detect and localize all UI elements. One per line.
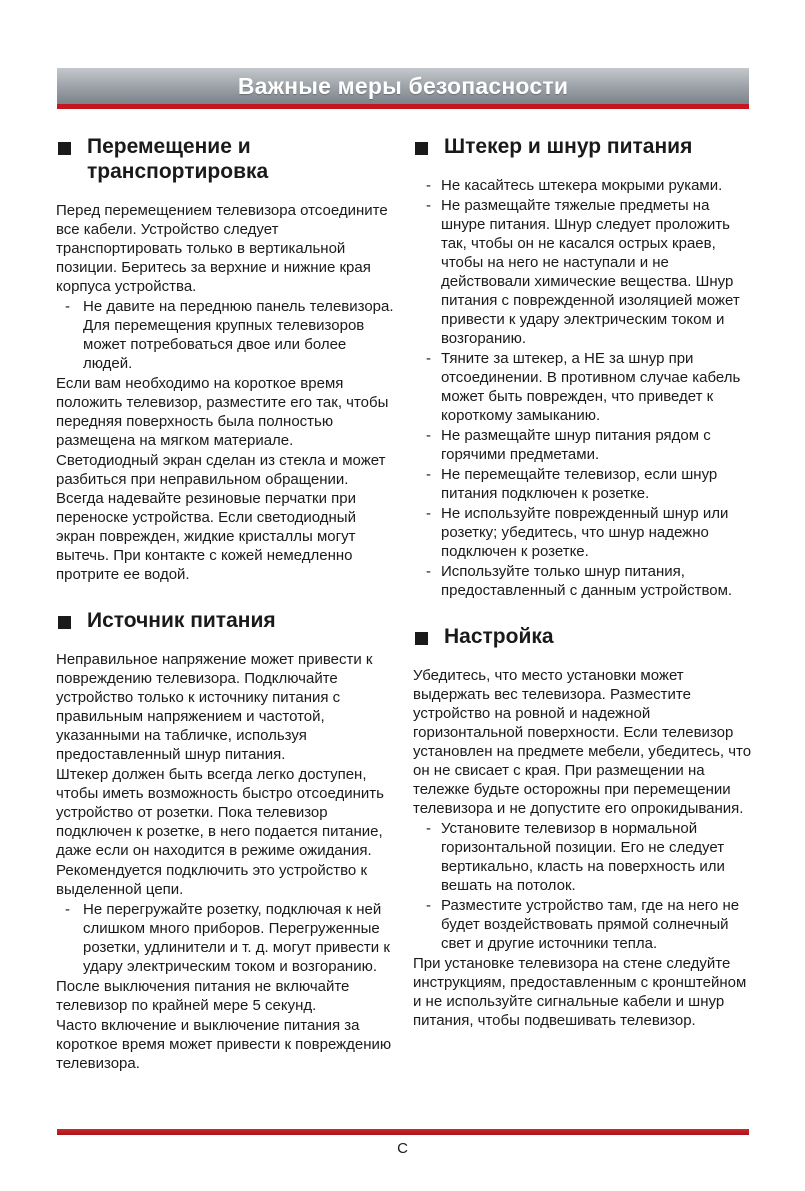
list-item	[413, 196, 753, 348]
list-item-text: Разместите устройство там, где на него не будет воздействовать прямой солнечный свет и другие источники тепла.	[441, 897, 740, 952]
dash-icon: -	[426, 897, 431, 914]
page-title: Важные меры безопасности	[237, 72, 569, 99]
paragraph: Часто включение и выключение питания за короткое время может привести к повреждению телевизора.	[56, 1017, 392, 1072]
dash-icon: -	[426, 505, 431, 522]
section-title-plug: Штекер и шнур питания	[444, 135, 693, 158]
square-bullet-icon	[58, 142, 71, 155]
list-item-text: Используйте только шнур питания, предоставленный с данным устройством.	[441, 563, 733, 599]
dash-icon: -	[65, 901, 70, 918]
right-column	[413, 134, 753, 1054]
paragraph: Рекомендуется подключить это устройство к выделенной цепи.	[56, 862, 368, 898]
header-banner	[57, 68, 749, 109]
list-item-text: Тяните за штекер, а НЕ за шнур при отсоединении. В противном случае кабель может быть поврежден, что приведет к короткому замыканию.	[441, 350, 741, 424]
dash-icon: -	[426, 466, 431, 483]
page-number: C	[397, 1140, 408, 1157]
dash-icon: -	[426, 177, 431, 194]
list-item	[413, 504, 753, 561]
section-heading	[56, 134, 396, 184]
dash-icon: -	[426, 197, 431, 214]
dash-icon: -	[65, 298, 70, 315]
paragraph: Убедитесь, что место установки может выдержать вес телевизора. Разместите устройство на ровной и надежной горизонтальной поверхности. Если телевизор установлен на предмете мебели, убедитесь, что он не свисает с края. При размещении на тележке будьте осторожны при перемещении телевизора и не допустите его опрокидывания.	[413, 667, 752, 817]
list-item-text: Не давите на переднюю панель телевизора. Для перемещения крупных телевизоров может потребоваться двое или более людей.	[83, 298, 394, 372]
section-power	[56, 608, 396, 1073]
list-item-text: Не используйте поврежденный шнур или розетку; убедитесь, что шнур надежно подключен к розетке.	[441, 505, 729, 560]
list-item-text: Не размещайте шнур питания рядом с горячими предметами.	[441, 427, 711, 463]
dash-icon: -	[426, 820, 431, 837]
section-heading	[56, 608, 396, 633]
square-bullet-icon	[415, 632, 428, 645]
list-item	[413, 562, 753, 600]
list-item-text: Не размещайте тяжелые предметы на шнуре питания. Шнур следует проложить так, чтобы он не касался острых краев, чтобы на него не наступали и не действовали химические вещества. Шнур питания с поврежденной изоляцией может привести к удару электрическим током и возгоранию.	[441, 197, 740, 347]
paragraph: Светодиодный экран сделан из стекла и может разбиться при неправильном обращении. Всегда надевайте резиновые перчатки при переноске устройства. Если светодиодный экран поврежден, жидкие кристаллы могут вытечь. При контакте с кожей немедленно протрите ее водой.	[56, 452, 386, 583]
list-item	[413, 349, 753, 425]
list-item	[413, 819, 753, 895]
paragraph: После выключения питания не включайте телевизор по крайней мере 5 секунд.	[56, 978, 350, 1014]
footer-divider	[57, 1129, 749, 1135]
list-item-text: Установите телевизор в нормальной горизонтальной позиции. Его не следует вертикально, класть на поверхность или вешать на потолок.	[441, 820, 725, 894]
section-title-setup: Настройка	[444, 625, 554, 648]
paragraph: Перед перемещением телевизора отсоедините все кабели. Устройство следует транспортировать только в вертикальной позиции. Беритесь за верхние и нижние края корпуса устройства.	[56, 202, 388, 295]
paragraph: Штекер должен быть всегда легко доступен, чтобы иметь возможность быстро отсоединить устройство от розетки. Пока телевизор подключен к розетке, в него подается питание, даже если он находится в режиме ожидания.	[56, 766, 384, 859]
paragraph: Неправильное напряжение может привести к повреждению телевизора. Подключайте устройство только к источнику питания с правильным напряжением и частотой, указанными на табличке, используя предоставленный шнур питания.	[56, 651, 373, 763]
section-setup	[413, 624, 753, 1030]
paragraph: При установке телевизора на стене следуйте инструкциям, предоставленным с кронштейном и не используйте сигнальные кабели и шнур питания, чтобы подвешивать телевизор.	[413, 955, 747, 1029]
list-item	[413, 896, 753, 953]
square-bullet-icon	[415, 142, 428, 155]
section-title-power: Источник питания	[87, 609, 276, 632]
square-bullet-icon	[58, 616, 71, 629]
list-item	[56, 297, 396, 373]
list-item	[413, 465, 753, 503]
dash-icon: -	[426, 427, 431, 444]
list-item-text: Не перемещайте телевизор, если шнур питания подключен к розетке.	[441, 466, 718, 502]
list-item	[413, 176, 753, 195]
section-heading	[413, 624, 753, 649]
section-heading	[413, 134, 753, 159]
list-item-text: Не перегружайте розетку, подключая к ней слишком много приборов. Перегруженные розетки, удлинители и т. д. могут привести к удару электрическим током и возгоранию.	[83, 901, 390, 975]
section-title-transport: Перемещение и транспортировка	[87, 135, 269, 183]
section-transport	[56, 134, 396, 584]
dash-icon: -	[426, 350, 431, 367]
list-item-text: Не касайтесь штекера мокрыми руками.	[441, 177, 723, 194]
list-item	[56, 900, 396, 976]
dash-icon: -	[426, 563, 431, 580]
paragraph: Если вам необходимо на короткое время положить телевизор, разместите его так, чтобы передняя поверхность была полностью размещена на мягком материале.	[56, 375, 389, 449]
section-plug	[413, 134, 753, 600]
left-column	[56, 134, 396, 1097]
list-item	[413, 426, 753, 464]
